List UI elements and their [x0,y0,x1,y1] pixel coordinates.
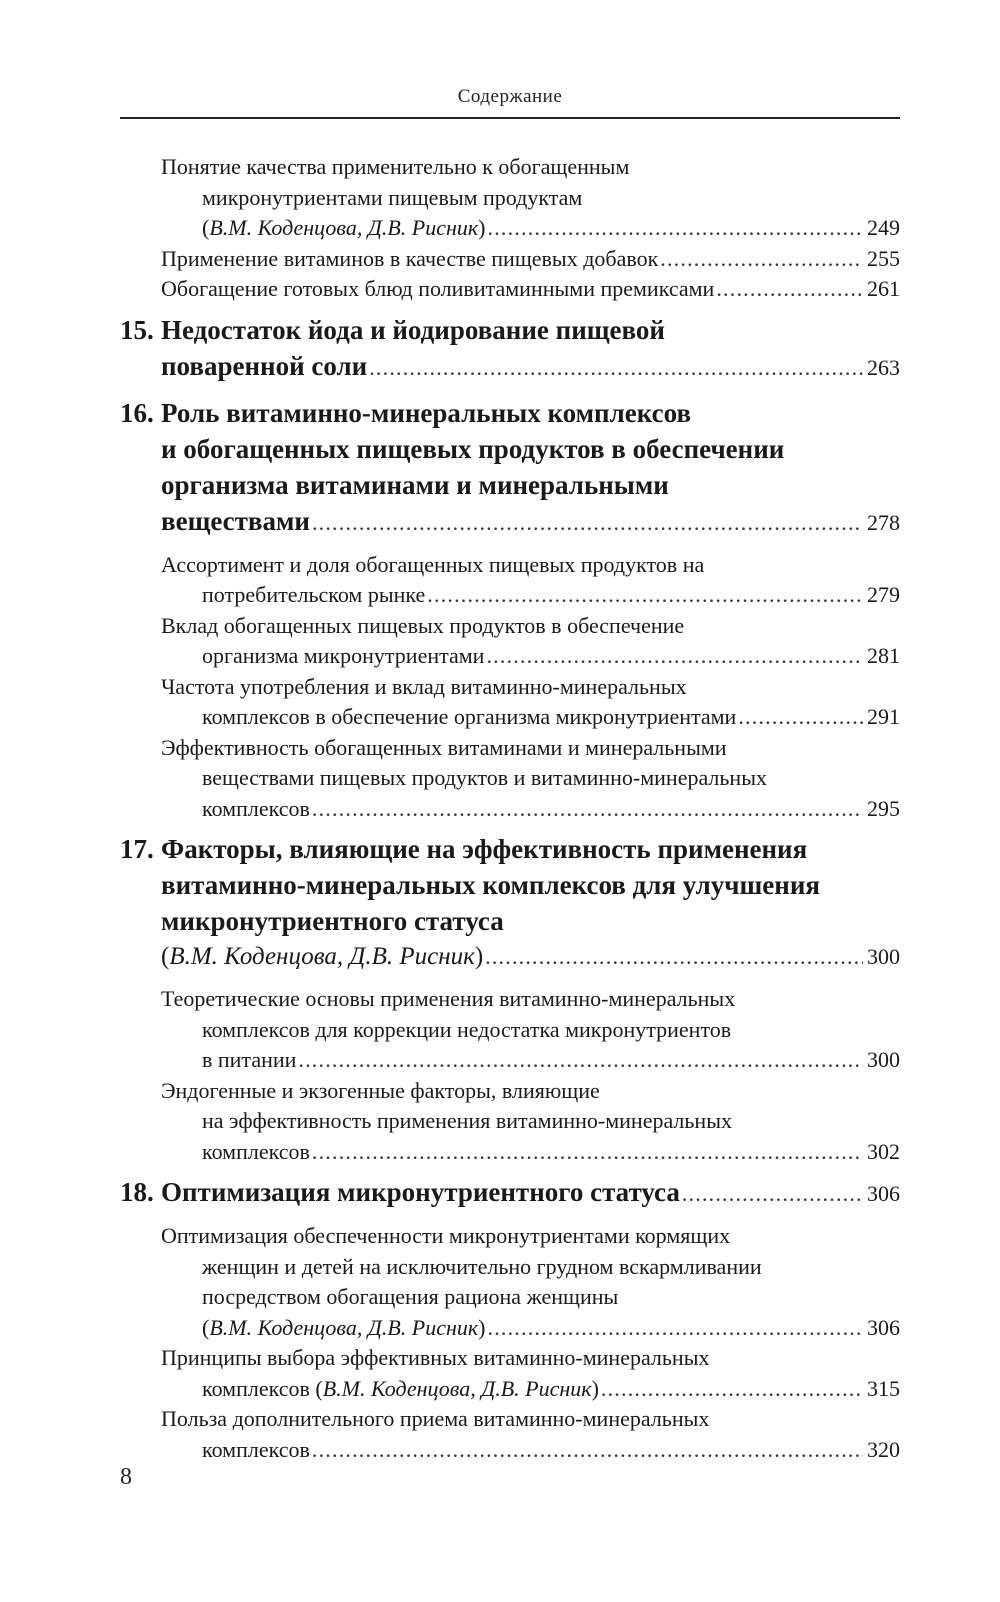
toc-subentry-line: микронутриентами пищевым продуктам [202,184,583,210]
entry-text: комплексов [202,1138,310,1164]
header-rule [120,117,900,119]
chapter-title-line: Недостаток йода и йодирование пищевой [161,314,665,345]
toc-subentry-text [202,1137,310,1168]
toc-subentry-line: Эффективность обогащенных витаминами и минеральными [161,734,727,760]
chapter-number: 18. [120,1177,154,1207]
toc-subentry-line: комплексов для коррекции недостатка микронутриентов [202,1016,732,1042]
paren: ) [474,943,484,970]
toc-subentry [161,1404,900,1465]
chapter-title-block [161,312,900,386]
dot-leader [660,244,863,275]
toc-subentry [161,244,900,275]
toc-subentry-last-line [161,1137,900,1168]
entry-text: потребительском рынке [202,582,426,607]
toc-subentry-last-line [161,641,900,672]
toc-subentry [161,152,900,244]
chapter-title-line: витаминно-минеральных комплексов для улучшения [161,870,820,900]
toc-subentry-line: Частота употребления и вклад витаминно-минеральных [161,673,687,699]
entry-text: организма микронутриентами [202,643,485,668]
toc-page-number: 300 [867,944,900,969]
chapter-number: 16. [120,397,154,428]
page-number: 8 [120,1464,132,1490]
toc-subentry-text [202,580,425,611]
toc-subentry-text [202,1313,486,1344]
toc-subentry-line: Польза дополнительного приема витаминно-минеральных [161,1406,710,1431]
toc-subentry-text [161,244,658,275]
toc-subentry-text [202,702,736,733]
chapter-title-block [161,831,900,975]
toc-subentry-last-line [161,213,900,244]
dot-leader [312,794,863,825]
entry-text: Обогащение готовых блюд поливитаминными премиксами [161,276,715,301]
entry-text: комплексов ( [202,1375,323,1401]
toc-subentry-line: посредством обогащения рациона женщины [202,1284,619,1309]
toc-subentry-text [202,1374,599,1405]
chapter-title-text: Оптимизация микронутриентного статуса [161,1177,680,1207]
entry-text: ) [478,1314,486,1340]
toc-subentry-line: веществами пищевых продуктов и витаминно-минеральных [202,765,767,790]
toc-subentry [161,611,900,672]
toc-page-number: 295 [867,795,900,821]
toc-chapter-entry [120,395,900,541]
dot-leader [486,641,863,672]
toc-subentry [161,550,900,611]
toc-subentry-last-line [161,580,900,611]
entry-text: ) [591,1375,599,1401]
chapter-number: 17. [120,834,154,864]
dot-leader [298,1045,863,1076]
toc-subentry-last-line [161,244,900,275]
entry-text: комплексов [202,795,310,821]
running-head: Содержание [457,86,563,107]
dot-leader [738,702,863,733]
toc-subentry [161,733,900,825]
entry-text: ) [478,215,486,240]
author-names: В.М. Коденцова, Д.В. Рисник [209,215,479,240]
dot-leader [427,580,863,611]
dot-leader [488,213,864,244]
chapter-title-text: поваренной соли [161,350,368,381]
author-names: В.М. Коденцова, Д.В. Рисник [322,1375,592,1401]
toc-page-number: 306 [867,1314,900,1340]
toc-subentry-text [202,213,486,244]
entry-text: ( [202,215,210,240]
toc-page-number: 261 [867,276,900,301]
chapter-number: 15. [120,314,154,345]
toc-chapter-entry [120,1174,900,1212]
entry-text: Применение витаминов в качестве пищевых добавок [161,245,659,271]
toc-page-number: 291 [867,704,900,729]
toc-chapter-entry [120,312,900,386]
dot-leader [488,1313,864,1344]
toc-page-number: 255 [867,245,900,271]
toc-subentry-text [202,794,310,825]
toc-page-number: 315 [867,1375,900,1401]
toc-subentry-line: на эффективность применения витаминно-минеральных [202,1108,732,1133]
toc-subentry-last-line [161,1374,900,1405]
chapter-title-text: веществами [161,505,310,536]
author-names: В.М. Коденцова, Д.В. Рисник [169,943,475,970]
toc-chapter-row [120,312,900,386]
toc-subentry-line: Принципы выбора эффективных витаминно-минеральных [161,1345,710,1370]
toc-subentry-text [161,274,714,305]
entry-text: комплексов [202,1436,310,1462]
dot-leader [312,1435,863,1466]
paren: ( [161,943,170,970]
chapter-title-block [161,395,900,541]
toc-page-number: 281 [867,643,900,668]
toc-chapter-row [120,395,900,541]
chapter-title-block [161,1174,900,1212]
toc-subentry [161,1221,900,1343]
toc-subentry-line: Эндогенные и экзогенные факторы, влияющие [161,1077,600,1103]
toc-subentry-last-line [161,1045,900,1076]
dot-leader [601,1374,863,1405]
entry-text: в питании [202,1047,297,1072]
toc-subentry-line: Ассортимент и доля обогащенных пищевых продуктов на [161,551,705,577]
toc-page-number: 249 [867,215,900,240]
author-names: В.М. Коденцова, Д.В. Рисник [209,1314,479,1340]
toc-page-number: 320 [867,1436,900,1462]
toc-subentry [161,672,900,733]
dot-leader [312,505,863,541]
toc-chapter-row [120,1174,900,1212]
toc-subentry [161,1076,900,1168]
dot-leader [485,939,863,975]
toc-subentry [161,274,900,305]
chapter-title-line: организма витаминами и минеральными [161,469,669,500]
toc-subentry-last-line [161,702,900,733]
toc-page-number: 279 [867,582,900,607]
toc-subentry-text [202,641,484,672]
toc-subentry-line: Вклад обогащенных пищевых продуктов в обеспечение [161,612,685,638]
toc-chapter-entry [120,831,900,975]
toc-page-number: 300 [867,1047,900,1072]
toc-page-number: 306 [867,1181,900,1206]
toc-subentry-line: Теоретические основы применения витаминно-минеральных [161,986,736,1011]
entry-text: ( [202,1314,210,1340]
entry-text: комплексов в обеспечение организма микронутриентами [202,704,737,729]
table-of-contents [120,152,900,1465]
toc-subentry-text [202,1045,296,1076]
toc-subentry-last-line [161,794,900,825]
chapter-authors [161,939,483,975]
chapter-title-line: микронутриентного статуса [161,906,504,936]
chapter-title-last-line [161,939,900,975]
toc-page-number: 278 [867,509,900,535]
dot-leader [716,274,863,305]
toc-page-number: 302 [867,1138,900,1164]
chapter-title-line: и обогащенных пищевых продуктов в обеспечении [161,433,785,464]
chapter-title-last-line [161,503,900,541]
dot-leader [682,1176,863,1212]
toc-subentry [161,1343,900,1404]
toc-subentry-last-line [161,274,900,305]
toc-subentry-last-line [161,1313,900,1344]
chapter-title-line: Роль витаминно-минеральных комплексов [161,397,692,428]
toc-subentry [161,984,900,1076]
toc-subentry-line: Понятие качества применительно к обогащенным [161,154,630,179]
toc-subentry-line: Оптимизация обеспеченности микронутриентами кормящих [161,1223,731,1248]
chapter-title-line: Факторы, влияющие на эффективность применения [161,834,808,864]
toc-page-number: 263 [867,354,900,380]
dot-leader [312,1137,863,1168]
toc-subentry-text [202,1435,310,1466]
dot-leader [369,350,863,386]
toc-subentry-last-line [161,1435,900,1466]
chapter-title-last-line [161,348,900,386]
toc-chapter-row [120,831,900,975]
toc-subentry-line: женщин и детей на исключительно грудном вскармливании [202,1253,762,1279]
chapter-title-last-line [161,1174,900,1212]
